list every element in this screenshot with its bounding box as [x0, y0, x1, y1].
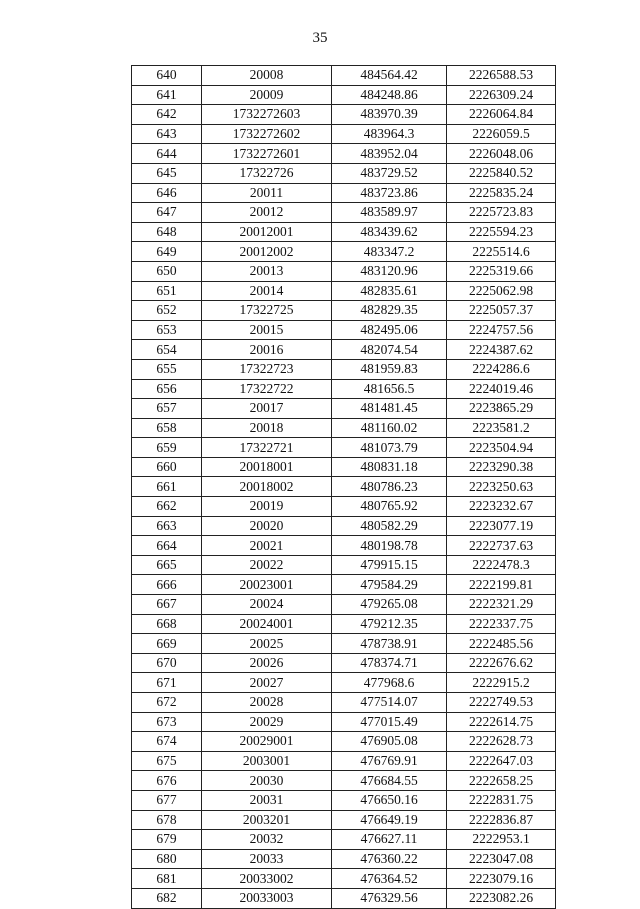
x-coordinate-cell: 477968.6	[332, 673, 447, 693]
y-coordinate-cell: 2222737.63	[447, 536, 556, 556]
y-coordinate-cell: 2222676.62	[447, 653, 556, 673]
table-row	[132, 477, 556, 497]
x-coordinate-cell: 479212.35	[332, 614, 447, 634]
y-coordinate-cell: 2222321.29	[447, 595, 556, 615]
row-index-cell: 652	[132, 301, 202, 321]
table-row	[132, 66, 556, 86]
x-coordinate-cell: 481959.83	[332, 359, 447, 379]
y-coordinate-cell: 2222915.2	[447, 673, 556, 693]
x-coordinate-cell: 476905.08	[332, 732, 447, 752]
y-coordinate-cell: 2226059.5	[447, 124, 556, 144]
table-row	[132, 497, 556, 517]
point-id-cell: 2003201	[202, 810, 332, 830]
y-coordinate-cell: 2223504.94	[447, 438, 556, 458]
y-coordinate-cell: 2224286.6	[447, 359, 556, 379]
y-coordinate-cell: 2225840.52	[447, 163, 556, 183]
point-id-cell: 20032	[202, 830, 332, 850]
y-coordinate-cell: 2223077.19	[447, 516, 556, 536]
y-coordinate-cell: 2222749.53	[447, 693, 556, 713]
table-row	[132, 320, 556, 340]
y-coordinate-cell: 2226588.53	[447, 66, 556, 86]
y-coordinate-cell: 2222658.25	[447, 771, 556, 791]
x-coordinate-cell: 477514.07	[332, 693, 447, 713]
row-index-cell: 645	[132, 163, 202, 183]
y-coordinate-cell: 2223581.2	[447, 418, 556, 438]
row-index-cell: 672	[132, 693, 202, 713]
row-index-cell: 662	[132, 497, 202, 517]
x-coordinate-cell: 481481.45	[332, 399, 447, 419]
point-id-cell: 20011	[202, 183, 332, 203]
point-id-cell: 20033002	[202, 869, 332, 889]
point-id-cell: 17322723	[202, 359, 332, 379]
row-index-cell: 650	[132, 261, 202, 281]
row-index-cell: 660	[132, 457, 202, 477]
table-row	[132, 105, 556, 125]
y-coordinate-cell: 2223232.67	[447, 497, 556, 517]
x-coordinate-cell: 480786.23	[332, 477, 447, 497]
row-index-cell: 659	[132, 438, 202, 458]
point-id-cell: 17322725	[202, 301, 332, 321]
table-row	[132, 124, 556, 144]
row-index-cell: 666	[132, 575, 202, 595]
x-coordinate-cell: 476769.91	[332, 751, 447, 771]
x-coordinate-cell: 476329.56	[332, 888, 447, 908]
point-id-cell: 20024001	[202, 614, 332, 634]
row-index-cell: 673	[132, 712, 202, 732]
table-row	[132, 555, 556, 575]
table-row	[132, 653, 556, 673]
x-coordinate-cell: 483347.2	[332, 242, 447, 262]
row-index-cell: 681	[132, 869, 202, 889]
row-index-cell: 657	[132, 399, 202, 419]
x-coordinate-cell: 482495.06	[332, 320, 447, 340]
point-id-cell: 20025	[202, 634, 332, 654]
table-row	[132, 614, 556, 634]
table-row	[132, 183, 556, 203]
x-coordinate-cell: 484248.86	[332, 85, 447, 105]
point-id-cell: 17322722	[202, 379, 332, 399]
point-id-cell: 20012001	[202, 222, 332, 242]
table-row	[132, 222, 556, 242]
table-row	[132, 516, 556, 536]
point-id-cell: 20016	[202, 340, 332, 360]
table-row	[132, 790, 556, 810]
point-id-cell: 20033003	[202, 888, 332, 908]
point-id-cell: 20030	[202, 771, 332, 791]
x-coordinate-cell: 481160.02	[332, 418, 447, 438]
x-coordinate-cell: 483964.3	[332, 124, 447, 144]
x-coordinate-cell: 477015.49	[332, 712, 447, 732]
x-coordinate-cell: 484564.42	[332, 66, 447, 86]
y-coordinate-cell: 2222614.75	[447, 712, 556, 732]
row-index-cell: 676	[132, 771, 202, 791]
table-row	[132, 457, 556, 477]
table-row	[132, 261, 556, 281]
row-index-cell: 655	[132, 359, 202, 379]
y-coordinate-cell: 2222628.73	[447, 732, 556, 752]
row-index-cell: 647	[132, 203, 202, 223]
x-coordinate-cell: 483723.86	[332, 183, 447, 203]
table-row	[132, 849, 556, 869]
table-row	[132, 869, 556, 889]
x-coordinate-cell: 482829.35	[332, 301, 447, 321]
table-row	[132, 281, 556, 301]
y-coordinate-cell: 2224019.46	[447, 379, 556, 399]
y-coordinate-cell: 2222485.56	[447, 634, 556, 654]
x-coordinate-cell: 476627.11	[332, 830, 447, 850]
x-coordinate-cell: 482835.61	[332, 281, 447, 301]
x-coordinate-cell: 476649.19	[332, 810, 447, 830]
y-coordinate-cell: 2222478.3	[447, 555, 556, 575]
y-coordinate-cell: 2225514.6	[447, 242, 556, 262]
page-number: 35	[312, 30, 328, 46]
x-coordinate-cell: 480765.92	[332, 497, 447, 517]
table-row	[132, 771, 556, 791]
x-coordinate-cell: 480198.78	[332, 536, 447, 556]
table-row	[132, 163, 556, 183]
y-coordinate-cell: 2223047.08	[447, 849, 556, 869]
point-id-cell: 20014	[202, 281, 332, 301]
table-row	[132, 810, 556, 830]
x-coordinate-cell: 479265.08	[332, 595, 447, 615]
coordinates-table-body	[132, 66, 556, 909]
y-coordinate-cell: 2226309.24	[447, 85, 556, 105]
x-coordinate-cell: 480582.29	[332, 516, 447, 536]
y-coordinate-cell: 2222836.87	[447, 810, 556, 830]
y-coordinate-cell: 2222953.1	[447, 830, 556, 850]
x-coordinate-cell: 480831.18	[332, 457, 447, 477]
point-id-cell: 20029001	[202, 732, 332, 752]
table-row	[132, 418, 556, 438]
y-coordinate-cell: 2225723.83	[447, 203, 556, 223]
y-coordinate-cell: 2226064.84	[447, 105, 556, 125]
point-id-cell: 20031	[202, 790, 332, 810]
table-row	[132, 85, 556, 105]
row-index-cell: 644	[132, 144, 202, 164]
table-row	[132, 575, 556, 595]
table-row	[132, 634, 556, 654]
y-coordinate-cell: 2223082.26	[447, 888, 556, 908]
table-row	[132, 536, 556, 556]
y-coordinate-cell: 2223079.16	[447, 869, 556, 889]
y-coordinate-cell: 2224757.56	[447, 320, 556, 340]
table-row	[132, 693, 556, 713]
y-coordinate-cell: 2225057.37	[447, 301, 556, 321]
table-row	[132, 340, 556, 360]
y-coordinate-cell: 2223290.38	[447, 457, 556, 477]
table-row	[132, 595, 556, 615]
point-id-cell: 2003001	[202, 751, 332, 771]
point-id-cell: 20028	[202, 693, 332, 713]
row-index-cell: 675	[132, 751, 202, 771]
table-row	[132, 712, 556, 732]
x-coordinate-cell: 482074.54	[332, 340, 447, 360]
y-coordinate-cell: 2223250.63	[447, 477, 556, 497]
point-id-cell: 20015	[202, 320, 332, 340]
row-index-cell: 656	[132, 379, 202, 399]
point-id-cell: 1732272601	[202, 144, 332, 164]
x-coordinate-cell: 481073.79	[332, 438, 447, 458]
point-id-cell: 20020	[202, 516, 332, 536]
table-row	[132, 144, 556, 164]
point-id-cell: 20027	[202, 673, 332, 693]
point-id-cell: 20018001	[202, 457, 332, 477]
x-coordinate-cell: 483729.52	[332, 163, 447, 183]
row-index-cell: 667	[132, 595, 202, 615]
row-index-cell: 643	[132, 124, 202, 144]
x-coordinate-cell: 483589.97	[332, 203, 447, 223]
point-id-cell: 20012002	[202, 242, 332, 262]
row-index-cell: 654	[132, 340, 202, 360]
row-index-cell: 680	[132, 849, 202, 869]
x-coordinate-cell: 476684.55	[332, 771, 447, 791]
table-row	[132, 673, 556, 693]
x-coordinate-cell: 476360.22	[332, 849, 447, 869]
point-id-cell: 20008	[202, 66, 332, 86]
x-coordinate-cell: 483120.96	[332, 261, 447, 281]
row-index-cell: 669	[132, 634, 202, 654]
point-id-cell: 20024	[202, 595, 332, 615]
row-index-cell: 674	[132, 732, 202, 752]
y-coordinate-cell: 2226048.06	[447, 144, 556, 164]
row-index-cell: 665	[132, 555, 202, 575]
x-coordinate-cell: 476650.16	[332, 790, 447, 810]
point-id-cell: 20022	[202, 555, 332, 575]
row-index-cell: 661	[132, 477, 202, 497]
point-id-cell: 17322726	[202, 163, 332, 183]
y-coordinate-cell: 2222199.81	[447, 575, 556, 595]
row-index-cell: 658	[132, 418, 202, 438]
table-row	[132, 751, 556, 771]
table-row	[132, 732, 556, 752]
table-row	[132, 379, 556, 399]
x-coordinate-cell: 479584.29	[332, 575, 447, 595]
table-row	[132, 301, 556, 321]
point-id-cell: 20029	[202, 712, 332, 732]
row-index-cell: 648	[132, 222, 202, 242]
y-coordinate-cell: 2224387.62	[447, 340, 556, 360]
point-id-cell: 17322721	[202, 438, 332, 458]
y-coordinate-cell: 2222337.75	[447, 614, 556, 634]
point-id-cell: 20018	[202, 418, 332, 438]
y-coordinate-cell: 2225319.66	[447, 261, 556, 281]
row-index-cell: 668	[132, 614, 202, 634]
row-index-cell: 641	[132, 85, 202, 105]
point-id-cell: 20033	[202, 849, 332, 869]
y-coordinate-cell: 2225594.23	[447, 222, 556, 242]
row-index-cell: 670	[132, 653, 202, 673]
point-id-cell: 20012	[202, 203, 332, 223]
point-id-cell: 20013	[202, 261, 332, 281]
row-index-cell: 642	[132, 105, 202, 125]
y-coordinate-cell: 2222831.75	[447, 790, 556, 810]
row-index-cell: 677	[132, 790, 202, 810]
point-id-cell: 20026	[202, 653, 332, 673]
point-id-cell: 1732272603	[202, 105, 332, 125]
table-row	[132, 359, 556, 379]
x-coordinate-cell: 478738.91	[332, 634, 447, 654]
y-coordinate-cell: 2222647.03	[447, 751, 556, 771]
point-id-cell: 20019	[202, 497, 332, 517]
row-index-cell: 663	[132, 516, 202, 536]
row-index-cell: 640	[132, 66, 202, 86]
y-coordinate-cell: 2223865.29	[447, 399, 556, 419]
table-row	[132, 830, 556, 850]
y-coordinate-cell: 2225062.98	[447, 281, 556, 301]
x-coordinate-cell: 483970.39	[332, 105, 447, 125]
table-row	[132, 203, 556, 223]
x-coordinate-cell: 479915.15	[332, 555, 447, 575]
x-coordinate-cell: 483952.04	[332, 144, 447, 164]
x-coordinate-cell: 483439.62	[332, 222, 447, 242]
table-row	[132, 399, 556, 419]
point-id-cell: 20023001	[202, 575, 332, 595]
row-index-cell: 646	[132, 183, 202, 203]
x-coordinate-cell: 476364.52	[332, 869, 447, 889]
row-index-cell: 671	[132, 673, 202, 693]
row-index-cell: 664	[132, 536, 202, 556]
point-id-cell: 1732272602	[202, 124, 332, 144]
row-index-cell: 649	[132, 242, 202, 262]
x-coordinate-cell: 481656.5	[332, 379, 447, 399]
row-index-cell: 653	[132, 320, 202, 340]
row-index-cell: 651	[132, 281, 202, 301]
point-id-cell: 20017	[202, 399, 332, 419]
point-id-cell: 20021	[202, 536, 332, 556]
y-coordinate-cell: 2225835.24	[447, 183, 556, 203]
row-index-cell: 682	[132, 888, 202, 908]
table-row	[132, 888, 556, 908]
x-coordinate-cell: 478374.71	[332, 653, 447, 673]
row-index-cell: 679	[132, 830, 202, 850]
point-id-cell: 20018002	[202, 477, 332, 497]
row-index-cell: 678	[132, 810, 202, 830]
point-id-cell: 20009	[202, 85, 332, 105]
table-row	[132, 242, 556, 262]
coordinates-table	[131, 65, 556, 909]
table-row	[132, 438, 556, 458]
